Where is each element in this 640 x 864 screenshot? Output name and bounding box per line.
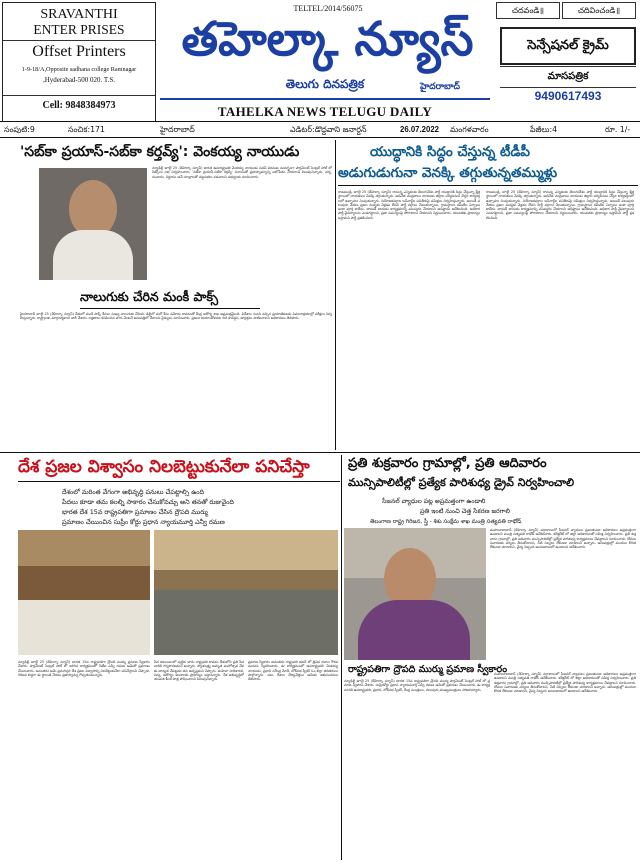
masthead-reg-no: TELTEL/2014/56075 xyxy=(293,4,363,13)
dateline-date: 26.07.2022 xyxy=(400,125,440,134)
ad-crime-tab1: చదవండి॥ xyxy=(496,2,560,19)
ad-crime-name: సెన్సేషనల్ క్రైమ్ xyxy=(500,27,636,65)
banner-body-col3: ప్రమాణ స్వీకారం అనంతరం రాష్ట్రపతి భవన్ లో త్రివిధ దళాల గౌరవ వందనం స్వీకరించారు. ఈ కార్యక్రమంలో ఉపరాష్ట్రపతి వెంకయ్య నాయుడు, ప్రధాని నరేంద్ర మోదీ, లోక్‌సభ స్పీకర్ ఓం బిర్లా తదితరులు పాల్గొన్నారు. పలు దేశాల దౌత్యవేత్తలు ఆమెకు అభినందనలు తెలిపారు. xyxy=(248,660,338,682)
section-rule-mid xyxy=(0,452,640,453)
story2-headline2: అడుగుడుగునా వెనక్కి తగ్గుతున్నతమ్ముళ్లు xyxy=(338,164,638,186)
masthead-subtitle: తెలుగు దినపత్రిక xyxy=(285,77,365,91)
masthead-rule xyxy=(160,98,490,100)
ad-printers-name: SRAVANTHI xyxy=(40,7,118,22)
story2-body-col2: రాజమండ్రి, జూలై 25 (తెహెల్కా న్యూస్) రానున్న ఎన్నికలకు తెలుగుదేశం పార్టీ యుద్ధానికి సిద్ధం చేస్తున్నా క్షేత్రస్థాయిలో నాయకులు వెనక్కి తగ్గుతున్నారు. అధినేత చంద్రబాబు నాయుడు జిల్లాల పర్యటనలు చేస్తూ కార్యకర్తలలో ఉత్సాహం నింపుతున్నారు. నియోజకవర్గాల ఇన్‌చార్జ్‌ల పనితీరుపై సమీక్షలు నిర్వహిస్తున్నారు. అయితే పలువురు నేతలు ప్రజల మధ్యకు వెళ్లడం లేదని పార్టీ వర్గాలు చెబుతున్నాయి. గ్రామస్థాయి కమిటీల ఏర్పాటు ఇంకా పూర్తి కాలేదు. బాదుడే బాదుడు కార్యక్రమాన్ని ముమ్మరం చేయాలని అధిష్టానం ఆదేశించింది. అధికార పార్టీ వైఫల్యాలను ఎండగట్టాలని, ప్రజా సమస్యలపై పోరాటాలు చేయాలని నిర్ణయించారు. యువతకు ప్రాధాన్యం ఇస్తామని పార్టీ ప్రకటించింది. xyxy=(486,190,634,220)
ad-crime-magazine xyxy=(496,2,638,120)
banner-kicker2: పేదలు కూడా తమ కలల్ని సాకారం చేసుకోవచ్చు అని తనతో రుజువైంది xyxy=(62,498,234,506)
dateline-price: రూ. 1/- xyxy=(605,125,631,134)
masthead-english-title: TAHELKA NEWS TELUGU DAILY xyxy=(217,104,433,119)
story3-kicker2: ప్రతి ఇంటి నుంచి చెత్త సేకరణ జరగాలి xyxy=(420,508,510,515)
story3-kicker1: సీజనల్ వ్యాధుల పట్ల అప్రమత్తంగా ఉండాలి xyxy=(382,498,486,505)
story1-headline: 'సబ్‌కా ప్రయాస్-సబ్‌కా కర్తవ్య్': వెంకయ్య నాయుడు xyxy=(20,144,300,160)
story3-photo-minister xyxy=(344,528,486,660)
story3-headline2: మున్సిపాలిటీల్లో ప్రత్యేక పారిశుధ్య డ్రైవ్ నిర్వహించాలి xyxy=(348,476,575,489)
ad-crime-phone: 9490617493 xyxy=(534,89,602,103)
dateline xyxy=(0,121,640,138)
dateline-issue: సంచిక:171 xyxy=(68,125,105,134)
ad-crime-tab2: చదివించండి॥ xyxy=(562,2,636,19)
story3-body: మహబూబాబాద్ (తెహెల్కా న్యూస్) వర్షాకాలంలో సీజనల్ వ్యాధులు ప్రబలకుండా అధికారులు అప్రమత్తంగా ఉండాలని మంత్రి సత్యవతి రాథోడ్ ఆదేశించారు. కలెక్టరేట్ లో జిల్లా అధికారులతో సమీక్ష నిర్వహించారు. ప్రతి శుక్రవారం గ్రామాల్లో, ప్రతి ఆదివారం మున్సిపాలిటీల్లో ప్రత్యేక పారిశుధ్య కార్యక్రమాలు చేపట్టాలని సూచించారు. దోమల నివారణకు చర్యలు తీసుకోవాలని, నీటి నిల్వలు లేకుండా చూడాలని అన్నారు. ఆసుపత్రుల్లో మందుల కొరత లేకుండా చూడాలని, వైద్య సిబ్బంది అందుబాటులో ఉండాలని ఆదేశించారు. xyxy=(490,528,636,550)
banner-body-col2: పేద కుటుంబంలో పుట్టిన తాను రాష్ట్రపతి కావడం దేశంలోని ప్రతి పేదవాడికి గర్వకారణమని అన్నారు. స్వాతంత్ర్య అమృత మహోత్సవ వేళ ఈ బాధ్యత చేపట్టడం తన అదృష్టమని చెప్పారు. మహిళా సాధికారత, విద్య, ఆరోగ్యం అంశాలకు ప్రాధాన్యం ఇస్తానన్నారు. దేశ అభివృద్ధిలో యువత కీలక పాత్ర పోషించాలని పిలుపునిచ్చారు. xyxy=(154,660,244,682)
dateline-day: మంగళవారం xyxy=(450,125,489,134)
story1-subhead: నాలుగుకు చేరిన మంకీ పాక్స్ xyxy=(80,289,260,309)
story1-lead: న్యూఢిల్లీ జూలై 25 (తెహెల్కా న్యూస్) భారత ఉపరాష్ట్రపతి వెంకయ్య నాయుడు పదవీ విరమణ సందర్భంగా పార్లమెంట్ సెంట్రల్ హాల్ లో వీడ్కోలు సభ నిర్వహించారు. 'సబ్‌కా ప్రయాస్-సబ్‌కా కర్తవ్య్' నినాదంతో ప్రజాస్వామ్యాన్ని బలోపేతం చేయాలని పిలుపునిచ్చారు. చర్చ, సంవాదం, నిర్ణయం అనే సూత్రాలతో చట్టసభలు నడవాలని సభ్యులకు సూచించారు. xyxy=(152,166,332,179)
story3-body-cont: మహబూబాబాద్ (తెహెల్కా న్యూస్) వర్షాకాలంలో సీజనల్ వ్యాధులు ప్రబలకుండా అధికారులు అప్రమత్తంగా ఉండాలని మంత్రి సత్యవతి రాథోడ్ ఆదేశించారు. కలెక్టరేట్ లో జిల్లా అధికారులతో సమీక్ష నిర్వహించారు. ప్రతి శుక్రవారం గ్రామాల్లో, ప్రతి ఆదివారం మున్సిపాలిటీల్లో ప్రత్యేక పారిశుధ్య కార్యక్రమాలు చేపట్టాలని సూచించారు. దోమల నివారణకు చర్యలు తీసుకోవాలని, నీటి నిల్వలు లేకుండా చూడాలని అన్నారు. ఆసుపత్రుల్లో మందుల కొరత లేకుండా చూడాలని, వైద్య సిబ్బంది అందుబాటులో ఉండాలని ఆదేశించారు. xyxy=(494,672,636,694)
dateline-volume: సంపుటి:9 xyxy=(4,125,35,134)
ad-printers-service: Offset Printers xyxy=(3,40,155,61)
column-rule-lower xyxy=(341,455,342,860)
dateline-editor: ఎడిటర్:డొద్దవాని జనార్దన్ xyxy=(290,125,367,134)
ad-printers-name2: ENTER PRISES xyxy=(33,22,125,37)
story3-kicker3: తెలంగాణ రాష్ట్ర గిరిజన, స్త్రీ - శిశు సంక్షేమ శాఖ మంత్రి సత్యవతి రాథోడ్ xyxy=(370,519,522,525)
story2-headline: యుద్ధానికి సిద్ధం చేస్తున్న టీడీపీ xyxy=(370,144,531,160)
masthead-title: తహెల్కా న్యూస్ xyxy=(181,12,474,67)
banner-kicker1: దేశంలో మరింత వేగంగా అభివృద్ధి పనులు చేపట్టాల్సి ఉంది xyxy=(62,488,205,496)
ad-crime-type: మాసపత్రిక xyxy=(500,66,636,88)
ad-printers-address2: ,Hyderabad-500 020. T.S. xyxy=(42,76,116,84)
column-rule-center xyxy=(335,140,336,450)
ad-printers xyxy=(2,2,156,122)
ad-printers-address1: 1-9-18/A,Opposite sadhana college Ramnagar xyxy=(21,66,137,73)
ad-printers-cell: Cell: 9848384973 xyxy=(3,95,155,111)
dateline-pages: పేజీలు:4 xyxy=(530,125,558,134)
banner-headline: దేశ ప్రజల విశ్వాసం నిలబెట్టుకునేలా పనిచేస్తా xyxy=(18,455,340,482)
banner-photo-ceremony-right xyxy=(154,530,338,655)
story1-body: హైదరాబాద్ జూలై 25 (తెహెల్కా న్యూస్) దేశంలో మంకీ పాక్స్ కేసుల సంఖ్య నాలుగుకు చేరింది. ఢిల్లీలో మరో కేసు నమోదు కావడంతో కేంద్ర ఆరోగ్య శాఖ అప్రమత్తమైంది. విదేశాల నుంచి వచ్చిన ప్రయాణికులకు విమానాశ్రయాల్లో పరీక్షలు నిర్వహిస్తున్నారు. రాష్ట్రాలకు మార్గదర్శకాలు జారీ చేశారు. లక్షణాలు కనిపించిన వారు వెంటనే ఆసుపత్రిలో చేరాలని వైద్యులు సూచించారు. ప్రజలు భయాందోళనకు గురి కావద్దని, జాగ్రత్తలు పాటించాలని అధికారులు తెలిపారు. xyxy=(20,312,332,321)
story2-body-col1: రాజమండ్రి, జూలై 25 (తెహెల్కా న్యూస్) రానున్న ఎన్నికలకు తెలుగుదేశం పార్టీ యుద్ధానికి సిద్ధం చేస్తున్నా క్షేత్రస్థాయిలో నాయకులు వెనక్కి తగ్గుతున్నారు. అధినేత చంద్రబాబు నాయుడు జిల్లాల పర్యటనలు చేస్తూ కార్యకర్తలలో ఉత్సాహం నింపుతున్నారు. నియోజకవర్గాల ఇన్‌చార్జ్‌ల పనితీరుపై సమీక్షలు నిర్వహిస్తున్నారు. అయితే పలువురు నేతలు ప్రజల మధ్యకు వెళ్లడం లేదని పార్టీ వర్గాలు చెబుతున్నాయి. గ్రామస్థాయి కమిటీల ఏర్పాటు ఇంకా పూర్తి కాలేదు. బాదుడే బాదుడు కార్యక్రమాన్ని ముమ్మరం చేయాలని అధిష్టానం ఆదేశించింది. అధికార పార్టీ వైఫల్యాలను ఎండగట్టాలని, ప్రజా సమస్యలపై పోరాటాలు చేయాలని నిర్ణయించారు. యువతకు ప్రాధాన్యం ఇస్తామని పార్టీ ప్రకటించింది. xyxy=(338,190,480,220)
banner-kicker3: భారత దేశ 15వ రాష్ట్రపతిగా ప్రమాణం చేసిన ద్రౌపది ముర్ము xyxy=(62,508,208,516)
masthead-city: హైదరాబాద్ xyxy=(419,82,461,92)
dateline-city: హైదరాబాద్ xyxy=(160,125,195,134)
story3-headline: ప్రతి శుక్రవారం గ్రామాల్లో, ప్రతి ఆదివారం xyxy=(348,456,547,471)
story3-photo-headline: రాష్ట్రపతిగా ద్రౌపది ముర్ము ప్రమాణ స్వీకారం xyxy=(348,664,508,675)
banner-kicker4: ప్రమాణం చేయించిన సుప్రీం కోర్టు ప్రధాన న్యాయమూర్తి ఎన్వీ రమణ xyxy=(62,518,225,526)
banner-body-col1: న్యూఢిల్లీ జూలై 25 (తెహెల్కా న్యూస్) భారత 15వ రాష్ట్రపతిగా ద్రౌపది ముర్ము ప్రమాణ స్వీకారం చేశారు. పార్లమెంట్ సెంట్రల్ హాల్ లో జరిగిన కార్యక్రమంలో సీజేఐ ఎన్వీ రమణ ఆమెతో ప్రమాణం చేయించారు. అనంతరం ఆమె ప్రసంగిస్తూ దేశ ప్రజల విశ్వాసాన్ని నిలబెట్టుకునేలా పనిచేస్తానని చెప్పారు. గిరిజన బిడ్డగా ఈ స్థాయికి చేరడం ప్రజాస్వామ్య గొప్పతనమన్నారు. xyxy=(18,660,150,677)
banner-photo-ceremony-left xyxy=(18,530,150,655)
story1-photo-venkaiah xyxy=(39,168,147,280)
story3-photo-body: న్యూఢిల్లీ జూలై 25 (తెహెల్కా న్యూస్) భారత 15వ రాష్ట్రపతిగా ద్రౌపది ముర్ము పార్లమెంట్ సెంట్రల్ హాల్ లో ప్రమాణ స్వీకారం చేశారు. సుప్రీంకోర్టు ప్రధాన న్యాయమూర్తి ఎన్వీ రమణ ఆమెతో ప్రమాణం చేయించారు. ఈ కార్యక్రమానికి ఉపరాష్ట్రపతి, ప్రధాని, లోక్‌సభ స్పీకర్, కేంద్ర మంత్రులు, పలువురు ముఖ్యమంత్రులు హాజరయ్యారు. xyxy=(344,679,490,692)
